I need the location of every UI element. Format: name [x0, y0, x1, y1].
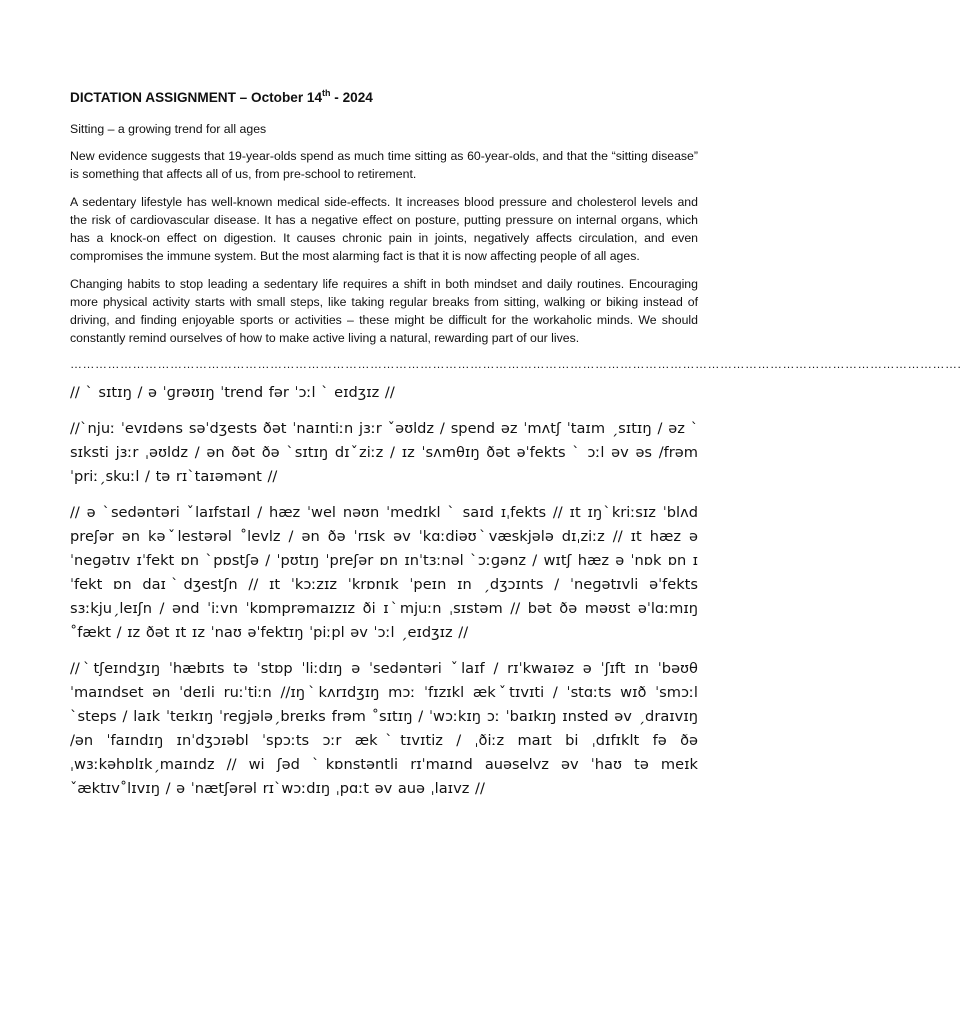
ipa-line-1: // ˋ sɪtɪŋ / ə ˈɡrəʊɪŋ ˈtrend fər ˈɔːl ˋ eɪdʒɪz //: [70, 384, 395, 401]
document-content: [70, 88, 961, 813]
paragraph-2: A sedentary lifestyle has well-known medical side-effects. It increases blood pressure and cholesterol levels and the risk of cardiovascular disease. It has a negative effect on posture, putting pressure on internal organs, which has a knock-on effect on digestion. It causes chronic pain in joints, negatively affects circulation, and even compromises the immune system. But the most alarming fact is that it is now affecting people of all ages.: [70, 195, 698, 263]
title-text: DICTATION ASSIGNMENT – October 14: [70, 90, 323, 105]
title-year: - 2024: [330, 90, 373, 105]
article-subtitle: Sitting – a growing trend for all ages: [70, 122, 267, 136]
dotted-separator: …………………………………………………………………………………………………………………………………………………………………………………………….: [70, 357, 961, 371]
paragraph-3: Changing habits to stop leading a sedentary life requires a shift in both mindset and daily routines. Encouraging more physical activity starts with small steps, like taking regular breaks from sitting, walking or biking instead of driving, and finding enjoyable sports or activities – these might be difficult for the workaholic minds. We should constantly remind ourselves of how to make active living a natural, rewarding part of our lives.: [70, 277, 698, 345]
ipa-paragraph-1: //ˋnjuː ˈevɪdəns səˈdʒests ðət ˈnaɪntiːn jɜːr ˇəʊldz / spend əz ˈmʌtʃ ˈtaɪm ˏsɪtɪŋ / əz ˋ sɪksti jɜːr ˌəʊldz / ən ðət ðə ˋsɪtɪŋ dɪˇziːz / ɪz ˈsʌmθɪŋ ðət əˈfekts ˋ ɔːl əv əs /frəm ˈpriːˏskuːl / tə rɪˋtaɪəmənt //: [70, 420, 698, 485]
ipa-paragraph-2: // ə ˋsedəntəri ˇlaɪfstaɪl / hæz ˈwel nəʊn ˈmedɪkl ˋ saɪd ɪˌfekts // ɪt ɪŋˋkriːsɪz ˈblʌd preʃər ən kəˇlestərəl ˚levlz / ən ðə ˈrɪsk əv ˈkɑːdiəʊˋvæskjələ dɪˌziːz // ɪt hæz ə ˈneɡətɪv ɪˈfekt ɒn ˋpɒstʃə / ˈpʊtɪŋ ˈpreʃər ɒn ɪnˈtɜːnəl ˋɔːɡənz / wɪtʃ hæz ə ˈnɒk ɒn ɪˈfekt ɒn daɪˋdʒestʃn // ɪt ˈkɔːzɪz ˈkrɒnɪk ˈpeɪn ɪn ˏdʒɔɪnts / ˈneɡətɪvli əˈfekts sɜːkjuˏleɪʃn / ənd ˈiːvn ˈkɒmprəmaɪzɪz ði ɪˋmjuːn ˌsɪstəm // bət ðə məʊst əˈlɑːmɪŋ ˚fækt / ɪz ðət ɪt ɪz ˈnaʊ əˈfektɪŋ ˈpiːpl əv ˈɔːl ˏeɪdʒɪz //: [70, 504, 698, 641]
paragraph-1: New evidence suggests that 19-year-olds spend as much time sitting as 60-year-olds, and that the “sitting disease” is something that affects all of us, from pre-school to retirement.: [70, 149, 698, 181]
assignment-title: [70, 88, 698, 108]
title-superscript: th: [322, 88, 331, 98]
ipa-paragraph-3: //ˋtʃeɪndʒɪŋ ˈhæbɪts tə ˈstɒp ˈliːdɪŋ ə ˈsedəntəri ˇlaɪf / rɪˈkwaɪəz ə ˈʃɪft ɪn ˈbəʊθ ˈmaɪndset ən ˈdeɪli ruːˈtiːn //ɪŋˋkʌrɪdʒɪŋ mɔː ˈfɪzɪkl ækˇtɪvɪti / ˈstɑːts wɪð ˈsmɔːl ˋsteps / laɪk ˈteɪkɪŋ ˈreɡjələˏbreɪks frəm ˚sɪtɪŋ / ˈwɔːkɪŋ ɔː ˈbaɪkɪŋ ɪnsted əv ˏdraɪvɪŋ /ən ˈfaɪndɪŋ ɪnˈdʒɔɪəbl ˈspɔːts ɔːr ækˋtɪvɪtiz / ˌðiːz maɪt bi ˌdɪfɪklt fə ðə ˌwɜːkəhɒlɪkˏmaɪndz // wi ʃəd ˋkɒnstəntli rɪˈmaɪnd auəselvz əv ˈhaʊ tə meɪk ˇæktɪv˚lɪvɪŋ / ə ˈnætʃərəl rɪˋwɔːdɪŋ ˌpɑːt əv auə ˌlaɪvz //: [70, 660, 698, 797]
